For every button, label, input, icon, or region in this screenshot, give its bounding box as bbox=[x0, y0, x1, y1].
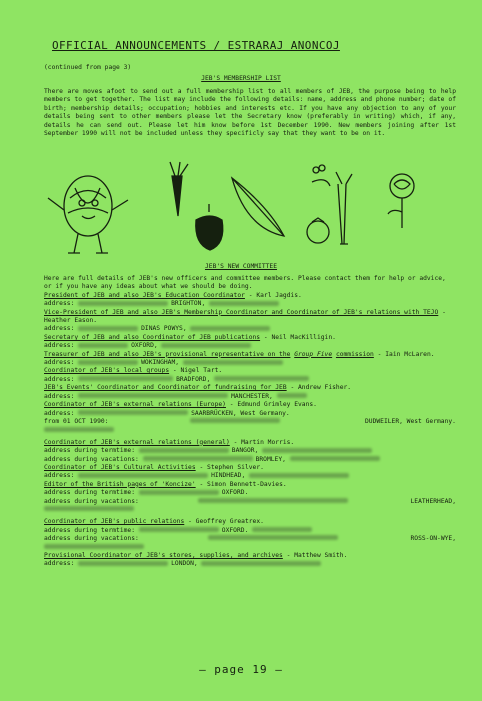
leaf-icon bbox=[232, 178, 284, 236]
entry-role: Secretary of JEB and also Coordinator of JEB publications - Neil MacKilligin. bbox=[44, 333, 336, 341]
onion-icon bbox=[196, 204, 223, 250]
continued-note: (continued from page 3) bbox=[44, 64, 132, 71]
entry-role: Coordinator of JEB's external relations (general) - Martin Morris. bbox=[44, 438, 295, 446]
entry-role: Provisional Coordinator of JEB's stores, supplies, and archives - Matthew Smith. bbox=[44, 552, 348, 559]
entry-address: address: WOKINGHAM, bbox=[44, 359, 456, 367]
entry-address: address: OXFORD, bbox=[44, 342, 456, 350]
entry-role: Treasurer of JEB and also JEB's provisional representative on the Group Five commission - Iain McLaren. bbox=[44, 350, 435, 358]
entry-address: address: LONDON, bbox=[44, 560, 456, 568]
entry-role: Editor of the British pages of 'Koncize' - Simon Bennett-Davies. bbox=[44, 480, 287, 488]
committee-intro: Here are full details of JEB's new officers and committee members. Please contact them for help or advice, or if you have any ideas about what we should be doing. bbox=[44, 275, 446, 291]
entry-role: Coordinator of JEB's public relations - Geoffrey Greatrex. bbox=[44, 518, 264, 526]
entry-role: President of JEB and also JEB's Education Coordinator - Karl Jagdis. bbox=[44, 291, 302, 299]
entry-address: address: SAARBRÜCKEN, West Germany. bbox=[44, 409, 290, 417]
entry-role: JEB's Events' Coordinator and Coordinator of fundraising for JEB - Andrew Fisher. bbox=[44, 384, 352, 392]
entry-address: address during termtime: BANGOR, bbox=[44, 447, 456, 455]
tomato-icon bbox=[307, 218, 329, 243]
entry-address-from: from 01 OCT 1990: DUDWEILER, West Germany. bbox=[44, 417, 456, 425]
entry-address: address: BRADFORD, bbox=[44, 376, 456, 384]
cabbage-character-icon bbox=[48, 176, 128, 253]
entry-address: address: DINAS POWYS, bbox=[44, 325, 456, 333]
membership-list-title: JEB'S MEMBERSHIP LIST bbox=[201, 75, 281, 82]
entry-role: Vice-President of JEB and also JEB's Membership Coordinator and Coordinator of JEB's relations with TEJO - Heather Eason. bbox=[44, 308, 446, 325]
membership-intro-paragraph: There are moves afoot to send out a full membership list to all members of JEB, the purpose being to help members to get together. The list may include the following details: name, address and phone number; date of birth; membership details; occupation; hobbies and interests etc. If you have any objection to any of your details being sent to other members please let the Secretary know (preferably in writing) which, if any, details he can send out. Please let him know before 1st December 1990. New members joining after 1st September 1990 will not be included unless they specificly say that they want to be on it. bbox=[44, 88, 456, 138]
entry-role: Coordinator of JEB's Cultural Activities - Stephen Silver. bbox=[44, 463, 264, 471]
entry-address: address: HINDHEAD, bbox=[44, 472, 456, 480]
entry-address: address during termtime: OXFORD. bbox=[44, 527, 456, 535]
entry-vacation-address: address during vacations: LEATHERHEAD, bbox=[44, 497, 456, 505]
entry-vacation-address: address during vacations: BROMLEY, bbox=[44, 456, 456, 464]
page-header: OFFICIAL ANNOUNCEMENTS / ESTRARAJ ANONCOJ bbox=[52, 39, 340, 52]
entry-address: address: BRIGHTON, bbox=[44, 300, 456, 308]
vegetable-illustration bbox=[0, 158, 482, 258]
entry-address: address: MANCHESTER, bbox=[44, 393, 456, 401]
rose-icon bbox=[388, 174, 414, 228]
entry-role: Coordinator of JEB's local groups - Nigel Tart. bbox=[44, 367, 223, 375]
entry-address: address during termtime: OXFORD. bbox=[44, 489, 249, 497]
carrot-icon bbox=[170, 162, 188, 216]
entry-phone bbox=[44, 426, 456, 434]
committee-title: JEB'S NEW COMMITTEE bbox=[204, 263, 278, 270]
page-number-footer: — page 19 — bbox=[199, 663, 283, 676]
leek-icon bbox=[336, 172, 352, 244]
entry-phone bbox=[44, 544, 456, 552]
peas-icon bbox=[312, 165, 330, 186]
entry-role: Coordinator of JEB's external relations (Europe) - Edmund Grimley Evans. bbox=[44, 401, 317, 409]
entry-vacation-address: address during vacations: ROSS-ON-WYE, bbox=[44, 535, 456, 543]
committee-list bbox=[44, 275, 456, 569]
entry-phone bbox=[44, 506, 456, 514]
